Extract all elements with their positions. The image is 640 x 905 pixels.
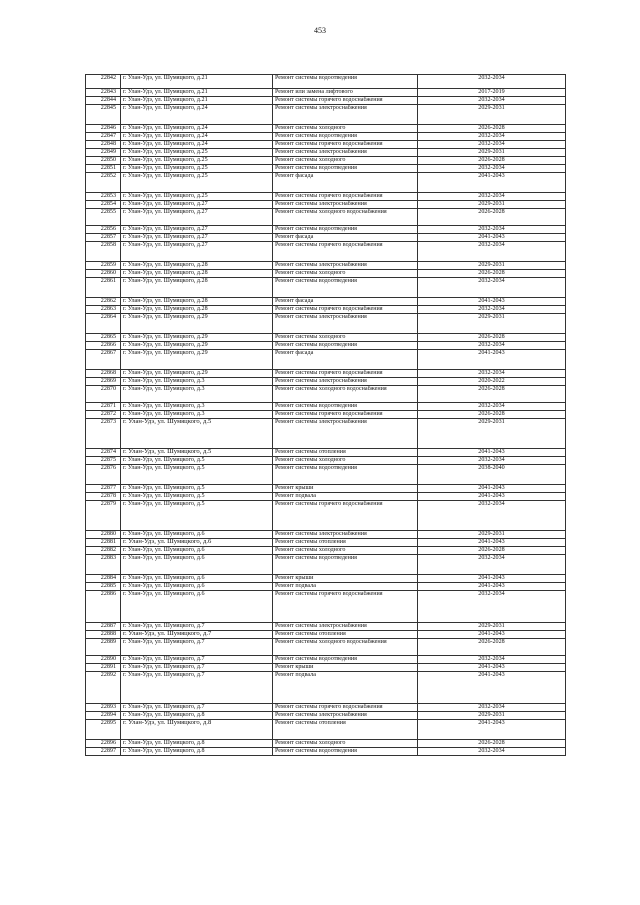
address-cell: г. Улан-Удэ, ул. Шумяцкого, д.5	[121, 419, 273, 449]
work-type-cell: Ремонт системы отопления	[273, 449, 418, 457]
address-cell: г. Улан-Удэ, ул. Шумяцкого, д.5	[121, 501, 273, 531]
address-cell: г. Улан-Удэ, ул. Шумяцкого, д.8	[121, 720, 273, 740]
address-cell: г. Улан-Удэ, ул. Шумяцкого, д.25	[121, 149, 273, 157]
address-cell: г. Улан-Удэ, ул. Шумяцкого, д.5	[121, 485, 273, 493]
address-cell: г. Улан-Удэ, ул. Шумяцкого, д.6	[121, 591, 273, 623]
table-row	[86, 234, 566, 242]
row-id-cell: 22844	[86, 97, 121, 105]
work-type-cell: Ремонт подвала	[273, 493, 418, 501]
table-row	[86, 419, 566, 449]
period-cell: 2032-2034	[418, 165, 566, 173]
address-cell: г. Улан-Удэ, ул. Шумяцкого, д.3	[121, 403, 273, 411]
address-cell: г. Улан-Удэ, ул. Шумяцкого, д.3	[121, 378, 273, 386]
address-cell: г. Улан-Удэ, ул. Шумяцкого, д.7	[121, 623, 273, 631]
address-cell: г. Улан-Удэ, ул. Шумяцкого, д.7	[121, 656, 273, 664]
row-id-cell: 22891	[86, 664, 121, 672]
row-id-cell: 22855	[86, 209, 121, 226]
row-id-cell: 22876	[86, 465, 121, 485]
work-type-cell: Ремонт крыши	[273, 664, 418, 672]
table-row	[86, 97, 566, 105]
table-row	[86, 465, 566, 485]
period-cell: 2032-2034	[418, 75, 566, 89]
work-type-cell: Ремонт системы холодного	[273, 457, 418, 465]
period-cell: 2041-2043	[418, 720, 566, 740]
address-cell: г. Улан-Удэ, ул. Шумяцкого, д.25	[121, 173, 273, 193]
period-cell: 2041-2043	[418, 664, 566, 672]
period-cell: 2041-2043	[418, 575, 566, 583]
table-row	[86, 547, 566, 555]
period-cell: 2029-2031	[418, 149, 566, 157]
row-id-cell: 22864	[86, 314, 121, 334]
work-type-cell: Ремонт системы холодного	[273, 547, 418, 555]
period-cell: 2020-2022	[418, 378, 566, 386]
work-type-cell: Ремонт системы электроснабжения	[273, 201, 418, 209]
period-cell: 2041-2043	[418, 583, 566, 591]
table-row	[86, 133, 566, 141]
table-row	[86, 583, 566, 591]
period-cell: 2029-2031	[418, 623, 566, 631]
work-type-cell: Ремонт системы водоотведения	[273, 465, 418, 485]
address-cell: г. Улан-Удэ, ул. Шумяцкого, д.5	[121, 449, 273, 457]
row-id-cell: 22862	[86, 298, 121, 306]
row-id-cell: 22888	[86, 631, 121, 639]
row-id-cell: 22845	[86, 105, 121, 125]
row-id-cell: 22884	[86, 575, 121, 583]
table-row	[86, 314, 566, 334]
work-type-cell: Ремонт крыши	[273, 485, 418, 493]
address-cell: г. Улан-Удэ, ул. Шумяцкого, д.6	[121, 531, 273, 539]
period-cell: 2032-2034	[418, 656, 566, 664]
table-row	[86, 457, 566, 465]
row-id-cell: 22850	[86, 157, 121, 165]
work-type-cell: Ремонт фасада	[273, 350, 418, 370]
table-row	[86, 226, 566, 234]
row-id-cell: 22879	[86, 501, 121, 531]
table-row	[86, 334, 566, 342]
row-id-cell: 22869	[86, 378, 121, 386]
table-row	[86, 242, 566, 262]
table-row	[86, 165, 566, 173]
row-id-cell: 22873	[86, 419, 121, 449]
period-cell: 2029-2031	[418, 262, 566, 270]
address-cell: г. Улан-Удэ, ул. Шумяцкого, д.6	[121, 555, 273, 575]
table-body	[86, 75, 566, 756]
table-row	[86, 712, 566, 720]
address-cell: г. Улан-Удэ, ул. Шумяцкого, д.7	[121, 639, 273, 656]
table-row	[86, 125, 566, 133]
period-cell: 2029-2031	[418, 201, 566, 209]
row-id-cell: 22856	[86, 226, 121, 234]
address-cell: г. Улан-Удэ, ул. Шумяцкого, д.28	[121, 262, 273, 270]
address-cell: г. Улан-Удэ, ул. Шумяцкого, д.29	[121, 342, 273, 350]
work-type-cell: Ремонт системы водоотведения	[273, 75, 418, 89]
period-cell: 2029-2031	[418, 314, 566, 334]
address-cell: г. Улан-Удэ, ул. Шумяцкого, д.28	[121, 298, 273, 306]
period-cell: 2032-2034	[418, 370, 566, 378]
address-cell: г. Улан-Удэ, ул. Шумяцкого, д.21	[121, 75, 273, 89]
table-row	[86, 656, 566, 664]
row-id-cell: 22890	[86, 656, 121, 664]
work-type-cell: Ремонт системы холодного водоснабжения	[273, 209, 418, 226]
period-cell: 2032-2034	[418, 133, 566, 141]
period-cell: 2032-2034	[418, 193, 566, 201]
row-id-cell: 22859	[86, 262, 121, 270]
period-cell: 2032-2034	[418, 278, 566, 298]
work-type-cell: Ремонт системы горячего водоснабжения	[273, 501, 418, 531]
row-id-cell: 22886	[86, 591, 121, 623]
address-cell: г. Улан-Удэ, ул. Шумяцкого, д.3	[121, 411, 273, 419]
work-type-cell: Ремонт фасада	[273, 173, 418, 193]
work-type-cell: Ремонт системы электроснабжения	[273, 105, 418, 125]
period-cell: 2017-2019	[418, 89, 566, 97]
table-row	[86, 555, 566, 575]
table-row	[86, 720, 566, 740]
work-type-cell: Ремонт системы отопления	[273, 539, 418, 547]
row-id-cell: 22889	[86, 639, 121, 656]
work-type-cell: Ремонт системы электроснабжения	[273, 623, 418, 631]
table-row	[86, 157, 566, 165]
address-cell: г. Улан-Удэ, ул. Шумяцкого, д.25	[121, 165, 273, 173]
work-type-cell: Ремонт системы горячего водоснабжения	[273, 370, 418, 378]
work-type-cell: Ремонт системы холодного	[273, 270, 418, 278]
table-row	[86, 342, 566, 350]
row-id-cell: 22852	[86, 173, 121, 193]
row-id-cell: 22895	[86, 720, 121, 740]
work-type-cell: Ремонт системы водоотведения	[273, 555, 418, 575]
page-number: 453	[314, 26, 326, 35]
address-cell: г. Улан-Удэ, ул. Шумяцкого, д.21	[121, 97, 273, 105]
work-type-cell: Ремонт системы электроснабжения	[273, 149, 418, 157]
period-cell: 2032-2034	[418, 748, 566, 756]
period-cell: 2029-2031	[418, 531, 566, 539]
table-row	[86, 262, 566, 270]
table-row	[86, 449, 566, 457]
table-row	[86, 105, 566, 125]
work-type-cell: Ремонт крыши	[273, 575, 418, 583]
address-cell: г. Улан-Удэ, ул. Шумяцкого, д.5	[121, 493, 273, 501]
period-cell: 2026-2028	[418, 547, 566, 555]
work-type-cell: Ремонт системы водоотведения	[273, 403, 418, 411]
row-id-cell: 22851	[86, 165, 121, 173]
row-id-cell: 22847	[86, 133, 121, 141]
work-type-cell: Ремонт системы горячего водоснабжения	[273, 141, 418, 149]
work-type-cell: Ремонт системы водоотведения	[273, 748, 418, 756]
period-cell: 2026-2028	[418, 270, 566, 278]
address-cell: г. Улан-Удэ, ул. Шумяцкого, д.24	[121, 105, 273, 125]
address-cell: г. Улан-Удэ, ул. Шумяцкого, д.29	[121, 334, 273, 342]
table-row	[86, 748, 566, 756]
row-id-cell: 22868	[86, 370, 121, 378]
work-type-cell: Ремонт системы электроснабжения	[273, 531, 418, 539]
table-row	[86, 75, 566, 89]
address-cell: г. Улан-Удэ, ул. Шумяцкого, д.24	[121, 141, 273, 149]
table-row	[86, 298, 566, 306]
row-id-cell: 22849	[86, 149, 121, 157]
work-type-cell: Ремонт системы водоотведения	[273, 226, 418, 234]
address-cell: г. Улан-Удэ, ул. Шумяцкого, д.7	[121, 672, 273, 704]
table-row	[86, 485, 566, 493]
work-type-cell: Ремонт системы водоотведения	[273, 165, 418, 173]
row-id-cell: 22878	[86, 493, 121, 501]
address-cell: г. Улан-Удэ, ул. Шумяцкого, д.27	[121, 209, 273, 226]
period-cell: 2041-2043	[418, 493, 566, 501]
work-type-cell: Ремонт фасада	[273, 298, 418, 306]
row-id-cell: 22870	[86, 386, 121, 403]
work-type-cell: Ремонт системы электроснабжения	[273, 378, 418, 386]
address-cell: г. Улан-Удэ, ул. Шумяцкого, д.7	[121, 664, 273, 672]
period-cell: 2041-2043	[418, 539, 566, 547]
table-row	[86, 278, 566, 298]
row-id-cell: 22872	[86, 411, 121, 419]
period-cell: 2026-2028	[418, 411, 566, 419]
row-id-cell: 22882	[86, 547, 121, 555]
work-type-cell: Ремонт системы электроснабжения	[273, 314, 418, 334]
repair-schedule-table	[85, 74, 566, 756]
period-cell: 2026-2028	[418, 125, 566, 133]
table-row	[86, 141, 566, 149]
address-cell: г. Улан-Удэ, ул. Шумяцкого, д.6	[121, 539, 273, 547]
row-id-cell: 22863	[86, 306, 121, 314]
table-row	[86, 501, 566, 531]
row-id-cell: 22892	[86, 672, 121, 704]
row-id-cell: 22842	[86, 75, 121, 89]
row-id-cell: 22897	[86, 748, 121, 756]
table-row	[86, 591, 566, 623]
table-row	[86, 149, 566, 157]
table-row	[86, 193, 566, 201]
period-cell: 2029-2031	[418, 105, 566, 125]
period-cell: 2041-2043	[418, 350, 566, 370]
work-type-cell: Ремонт системы горячего водоснабжения	[273, 97, 418, 105]
period-cell: 2041-2043	[418, 234, 566, 242]
period-cell: 2032-2034	[418, 306, 566, 314]
table-row	[86, 411, 566, 419]
address-cell: г. Улан-Удэ, ул. Шумяцкого, д.29	[121, 314, 273, 334]
table-row	[86, 493, 566, 501]
period-cell: 2032-2034	[418, 226, 566, 234]
table-row	[86, 623, 566, 631]
period-cell: 2041-2043	[418, 631, 566, 639]
table-row	[86, 201, 566, 209]
row-id-cell: 22896	[86, 740, 121, 748]
period-cell: 2032-2034	[418, 141, 566, 149]
address-cell: г. Улан-Удэ, ул. Шумяцкого, д.25	[121, 157, 273, 165]
period-cell: 2026-2028	[418, 157, 566, 165]
table-row	[86, 378, 566, 386]
period-cell: 2041-2043	[418, 173, 566, 193]
row-id-cell: 22877	[86, 485, 121, 493]
row-id-cell: 22871	[86, 403, 121, 411]
work-type-cell: Ремонт системы холодного	[273, 157, 418, 165]
period-cell: 2041-2043	[418, 449, 566, 457]
address-cell: г. Улан-Удэ, ул. Шумяцкого, д.28	[121, 278, 273, 298]
address-cell: г. Улан-Удэ, ул. Шумяцкого, д.21	[121, 89, 273, 97]
row-id-cell: 22858	[86, 242, 121, 262]
table-row	[86, 386, 566, 403]
work-type-cell: Ремонт системы горячего водоснабжения	[273, 242, 418, 262]
table-row	[86, 209, 566, 226]
address-cell: г. Улан-Удэ, ул. Шумяцкого, д.29	[121, 350, 273, 370]
work-type-cell: Ремонт системы отопления	[273, 631, 418, 639]
table-row	[86, 575, 566, 583]
address-cell: г. Улан-Удэ, ул. Шумяцкого, д.6	[121, 547, 273, 555]
row-id-cell: 22885	[86, 583, 121, 591]
work-type-cell: Ремонт системы водоотведения	[273, 656, 418, 664]
table-row	[86, 350, 566, 370]
row-id-cell: 22881	[86, 539, 121, 547]
work-type-cell: Ремонт системы отопления	[273, 720, 418, 740]
row-id-cell: 22854	[86, 201, 121, 209]
table-row	[86, 173, 566, 193]
work-type-cell: Ремонт системы электроснабжения	[273, 262, 418, 270]
address-cell: г. Улан-Удэ, ул. Шумяцкого, д.3	[121, 386, 273, 403]
table-row	[86, 370, 566, 378]
work-type-cell: Ремонт или замена лифтового	[273, 89, 418, 97]
work-type-cell: Ремонт системы горячего водоснабжения	[273, 704, 418, 712]
work-type-cell: Ремонт фасада	[273, 234, 418, 242]
period-cell: 2032-2034	[418, 403, 566, 411]
row-id-cell: 22883	[86, 555, 121, 575]
work-type-cell: Ремонт системы водоотведения	[273, 133, 418, 141]
period-cell: 2029-2031	[418, 419, 566, 449]
work-type-cell: Ремонт системы горячего водоснабжения	[273, 193, 418, 201]
row-id-cell: 22867	[86, 350, 121, 370]
table-row	[86, 531, 566, 539]
address-cell: г. Улан-Удэ, ул. Шумяцкого, д.27	[121, 234, 273, 242]
period-cell: 2032-2034	[418, 501, 566, 531]
row-id-cell: 22874	[86, 449, 121, 457]
table-row	[86, 631, 566, 639]
row-id-cell: 22857	[86, 234, 121, 242]
row-id-cell: 22843	[86, 89, 121, 97]
row-id-cell: 22853	[86, 193, 121, 201]
address-cell: г. Улан-Удэ, ул. Шумяцкого, д.28	[121, 270, 273, 278]
address-cell: г. Улан-Удэ, ул. Шумяцкого, д.5	[121, 465, 273, 485]
address-cell: г. Улан-Удэ, ул. Шумяцкого, д.8	[121, 712, 273, 720]
work-type-cell: Ремонт системы холодного	[273, 125, 418, 133]
period-cell: 2026-2028	[418, 740, 566, 748]
row-id-cell: 22860	[86, 270, 121, 278]
table-row	[86, 639, 566, 656]
address-cell: г. Улан-Удэ, ул. Шумяцкого, д.29	[121, 370, 273, 378]
address-cell: г. Улан-Удэ, ул. Шумяцкого, д.5	[121, 457, 273, 465]
table-row	[86, 270, 566, 278]
period-cell: 2026-2028	[418, 386, 566, 403]
period-cell: 2032-2034	[418, 242, 566, 262]
table-row	[86, 306, 566, 314]
period-cell: 2041-2043	[418, 672, 566, 704]
row-id-cell: 22894	[86, 712, 121, 720]
period-cell: 2026-2028	[418, 209, 566, 226]
work-type-cell: Ремонт системы водоотведения	[273, 342, 418, 350]
address-cell: г. Улан-Удэ, ул. Шумяцкого, д.8	[121, 748, 273, 756]
address-cell: г. Улан-Удэ, ул. Шумяцкого, д.7	[121, 631, 273, 639]
period-cell: 2032-2034	[418, 97, 566, 105]
row-id-cell: 22880	[86, 531, 121, 539]
address-cell: г. Улан-Удэ, ул. Шумяцкого, д.8	[121, 740, 273, 748]
table-row	[86, 664, 566, 672]
row-id-cell: 22866	[86, 342, 121, 350]
row-id-cell: 22861	[86, 278, 121, 298]
work-type-cell: Ремонт подвала	[273, 583, 418, 591]
row-id-cell: 22848	[86, 141, 121, 149]
row-id-cell: 22875	[86, 457, 121, 465]
table-row	[86, 539, 566, 547]
period-cell: 2041-2043	[418, 485, 566, 493]
period-cell: 2032-2034	[418, 555, 566, 575]
work-type-cell: Ремонт системы холодного водоснабжения	[273, 386, 418, 403]
period-cell: 2032-2034	[418, 704, 566, 712]
work-type-cell: Ремонт подвала	[273, 672, 418, 704]
row-id-cell: 22846	[86, 125, 121, 133]
address-cell: г. Улан-Удэ, ул. Шумяцкого, д.28	[121, 306, 273, 314]
address-cell: г. Улан-Удэ, ул. Шумяцкого, д.7	[121, 704, 273, 712]
work-type-cell: Ремонт системы электроснабжения	[273, 712, 418, 720]
period-cell: 2026-2028	[418, 639, 566, 656]
address-cell: г. Улан-Удэ, ул. Шумяцкого, д.24	[121, 125, 273, 133]
address-cell: г. Улан-Удэ, ул. Шумяцкого, д.6	[121, 583, 273, 591]
table-row	[86, 704, 566, 712]
table-row	[86, 89, 566, 97]
period-cell: 2032-2034	[418, 591, 566, 623]
period-cell: 2029-2031	[418, 712, 566, 720]
work-type-cell: Ремонт системы электроснабжения	[273, 419, 418, 449]
row-id-cell: 22893	[86, 704, 121, 712]
period-cell: 2032-2034	[418, 342, 566, 350]
work-type-cell: Ремонт системы горячего водоснабжения	[273, 411, 418, 419]
address-cell: г. Улан-Удэ, ул. Шумяцкого, д.6	[121, 575, 273, 583]
work-type-cell: Ремонт системы горячего водоснабжения	[273, 591, 418, 623]
address-cell: г. Улан-Удэ, ул. Шумяцкого, д.27	[121, 226, 273, 234]
row-id-cell: 22887	[86, 623, 121, 631]
table-row	[86, 403, 566, 411]
work-type-cell: Ремонт системы холодного	[273, 740, 418, 748]
table-row	[86, 672, 566, 704]
work-type-cell: Ремонт системы холодного	[273, 334, 418, 342]
period-cell: 2041-2043	[418, 298, 566, 306]
period-cell: 2038-2040	[418, 465, 566, 485]
period-cell: 2026-2028	[418, 334, 566, 342]
period-cell: 2032-2034	[418, 457, 566, 465]
address-cell: г. Улан-Удэ, ул. Шумяцкого, д.27	[121, 201, 273, 209]
work-type-cell: Ремонт системы водоотведения	[273, 278, 418, 298]
address-cell: г. Улан-Удэ, ул. Шумяцкого, д.27	[121, 242, 273, 262]
row-id-cell: 22865	[86, 334, 121, 342]
work-type-cell: Ремонт системы горячего водоснабжения	[273, 306, 418, 314]
table-row	[86, 740, 566, 748]
work-type-cell: Ремонт системы холодного водоснабжения	[273, 639, 418, 656]
address-cell: г. Улан-Удэ, ул. Шумяцкого, д.25	[121, 193, 273, 201]
address-cell: г. Улан-Удэ, ул. Шумяцкого, д.24	[121, 133, 273, 141]
